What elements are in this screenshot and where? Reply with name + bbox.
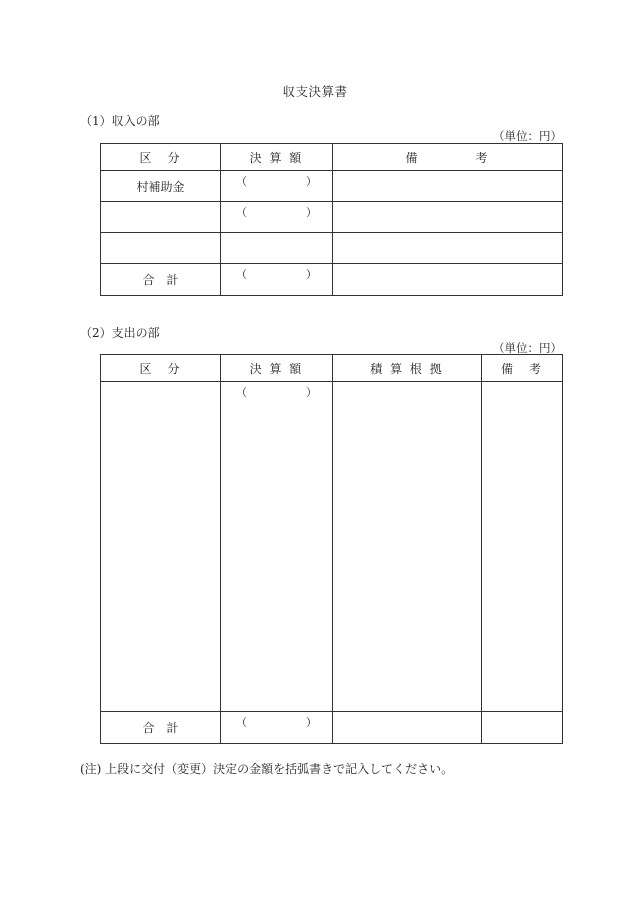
expense-header-category: 区 分 bbox=[101, 355, 221, 382]
expense-total-amount-cell[interactable] bbox=[221, 712, 333, 744]
income-row-remarks-cell[interactable] bbox=[333, 233, 563, 264]
income-row-category: 村補助金 bbox=[101, 171, 221, 202]
expense-total-row bbox=[101, 712, 563, 744]
expense-total-basis-cell[interactable] bbox=[333, 712, 482, 744]
expense-header-amount: 決 算 額 bbox=[221, 355, 333, 382]
income-total-amount-cell[interactable] bbox=[221, 264, 333, 296]
amount-open-paren: （ bbox=[236, 175, 247, 188]
expense-body-row bbox=[101, 382, 563, 712]
expense-header-row bbox=[101, 355, 563, 382]
income-row-remarks-cell[interactable] bbox=[333, 202, 563, 233]
expense-table bbox=[100, 354, 563, 744]
expense-total-remarks-cell[interactable] bbox=[482, 712, 563, 744]
income-header-amount: 決 算 額 bbox=[221, 144, 333, 171]
income-row-remarks-cell[interactable] bbox=[333, 171, 563, 202]
amount-open-paren: （ bbox=[236, 386, 247, 399]
expense-header-basis: 積 算 根 拠 bbox=[333, 355, 482, 382]
expense-header-remarks: 備 考 bbox=[482, 355, 563, 382]
footnote: (注) 上段に交付（変更）決定の金額を括弧書きで記入してください。 bbox=[80, 762, 454, 776]
amount-close-paren: ） bbox=[306, 206, 317, 219]
income-row bbox=[101, 171, 563, 202]
amount-close-paren: ） bbox=[306, 175, 317, 188]
document-title: 収支決算書 bbox=[282, 84, 348, 99]
amount-close-paren: ） bbox=[306, 268, 317, 281]
expense-body-amount-cell[interactable] bbox=[221, 382, 333, 712]
income-header-category: 区 分 bbox=[101, 144, 221, 171]
amount-close-paren: ） bbox=[306, 386, 317, 399]
income-row-amount-cell[interactable] bbox=[221, 233, 333, 264]
expense-body-category-cell[interactable] bbox=[101, 382, 221, 712]
income-row-amount-cell[interactable] bbox=[221, 202, 333, 233]
income-total-label: 合 計 bbox=[101, 264, 221, 296]
income-header-row bbox=[101, 144, 563, 171]
expense-body-remarks-cell[interactable] bbox=[482, 382, 563, 712]
income-header-remarks: 備 考 bbox=[333, 144, 563, 171]
income-row-category[interactable] bbox=[101, 233, 221, 264]
expense-section-heading: （2）支出の部 bbox=[80, 326, 160, 340]
expense-body-basis-cell[interactable] bbox=[333, 382, 482, 712]
income-unit-label: （単位：円） bbox=[493, 129, 562, 143]
income-row-category[interactable] bbox=[101, 202, 221, 233]
expense-unit-label: （単位：円） bbox=[493, 341, 562, 355]
income-row bbox=[101, 202, 563, 233]
income-table bbox=[100, 143, 563, 296]
amount-close-paren: ） bbox=[306, 716, 317, 729]
income-section-heading: （1）収入の部 bbox=[80, 114, 160, 128]
income-row-amount-cell[interactable] bbox=[221, 171, 333, 202]
income-total-row bbox=[101, 264, 563, 296]
amount-open-paren: （ bbox=[236, 716, 247, 729]
expense-total-label: 合 計 bbox=[101, 712, 221, 744]
amount-open-paren: （ bbox=[236, 206, 247, 219]
income-total-remarks-cell[interactable] bbox=[333, 264, 563, 296]
amount-open-paren: （ bbox=[236, 268, 247, 281]
income-row bbox=[101, 233, 563, 264]
